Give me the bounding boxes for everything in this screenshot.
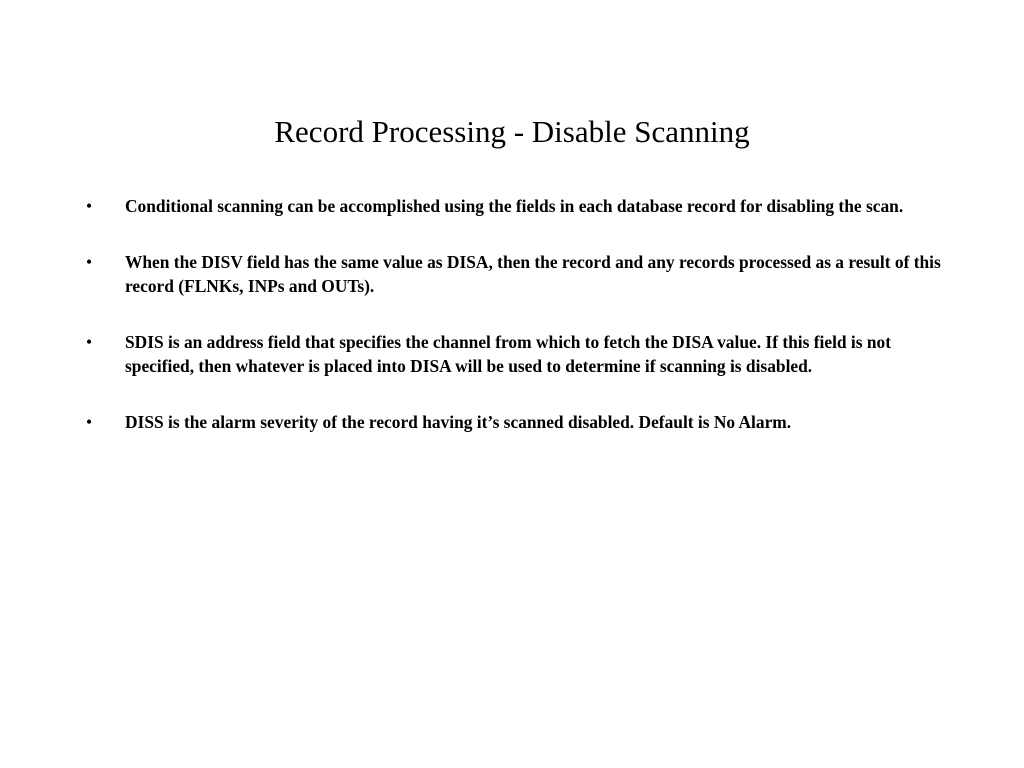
slide-title: Record Processing - Disable Scanning (274, 114, 750, 149)
bullet-icon: • (86, 196, 93, 216)
bullet-item (86, 410, 946, 434)
bullet-item (86, 194, 946, 218)
bullet-icon: • (86, 332, 93, 352)
bullet-text: Conditional scanning can be accomplished using the fields in each database record for disabling the scan. (125, 196, 904, 216)
bullet-text: DISS is the alarm severity of the record having it’s scanned disabled. Default is No Alarm. (125, 412, 792, 432)
bullet-icon: • (86, 252, 93, 272)
bullet-text: When the DISV field has the same value as DISA, then the record and any records processed as a result of this record (FLNKs, INPs and OUTs). (125, 252, 941, 296)
bullet-item (86, 330, 946, 378)
bullet-item (86, 250, 946, 298)
bullet-icon: • (86, 412, 93, 432)
bullet-text: SDIS is an address field that specifies the channel from which to fetch the DISA value. If this field is not specified, then whatever is placed into DISA will be used to determine if scanning is disabled. (125, 332, 892, 376)
bullet-list (86, 194, 946, 466)
